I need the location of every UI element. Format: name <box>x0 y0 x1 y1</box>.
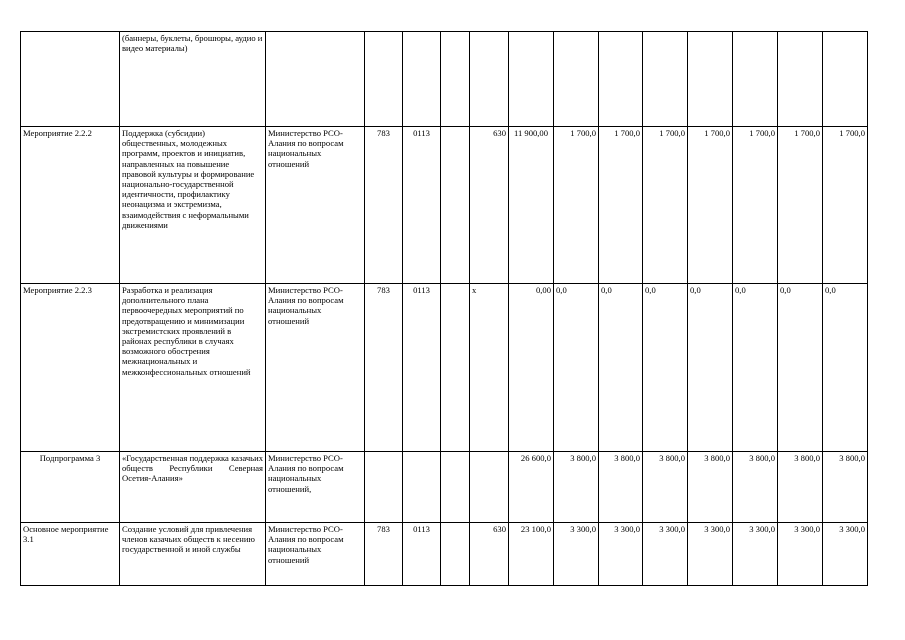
row-year-value: 3 800,0 <box>778 452 823 523</box>
table-row <box>21 127 868 284</box>
row-vr <box>470 32 509 127</box>
row-year-value: 1 700,0 <box>554 127 599 284</box>
row-year-value: 0,0 <box>554 284 599 452</box>
budget-table <box>20 31 868 586</box>
row-year-value: 3 800,0 <box>599 452 643 523</box>
row-csr <box>441 523 470 586</box>
row-year-value <box>778 32 823 127</box>
row-grbs <box>365 32 403 127</box>
row-csr <box>441 32 470 127</box>
row-year-value: 3 300,0 <box>778 523 823 586</box>
row-year-value <box>823 32 868 127</box>
row-description: Разработка и реализация дополнительного плана первоочередных мероприятий по предотвращению и минимизации экстремистских проявлений в районах республики в случаях возможного обострения межнациональных и межконфессиональных отношений <box>120 284 266 452</box>
row-name: Подпрограмма 3 <box>21 452 120 523</box>
row-year-value: 3 300,0 <box>823 523 868 586</box>
table-row <box>21 32 868 127</box>
row-year-value <box>733 32 778 127</box>
row-description: (баннеры, буклеты, брошюры, аудио и видео материалы) <box>120 32 266 127</box>
table-row <box>21 452 868 523</box>
row-year-value <box>688 32 733 127</box>
row-description: Создание условий для привлечения членов казачьих обществ к несению государственной и иной службы <box>120 523 266 586</box>
row-year-value: 1 700,0 <box>599 127 643 284</box>
row-year-value: 3 300,0 <box>643 523 688 586</box>
row-rzpr <box>403 452 441 523</box>
row-vr <box>470 452 509 523</box>
row-year-value: 0,0 <box>778 284 823 452</box>
row-csr <box>441 284 470 452</box>
row-grbs: 783 <box>365 523 403 586</box>
row-year-value <box>554 32 599 127</box>
row-grbs: 783 <box>365 284 403 452</box>
row-rzpr <box>403 32 441 127</box>
table-row <box>21 523 868 586</box>
row-executor: Министерство РСО-Алания по вопросам национальных отношений <box>266 523 365 586</box>
row-description: «Государственная поддержка казачьих обществ Республики Северная Осетия-Алания» <box>120 452 266 523</box>
row-year-value: 1 700,0 <box>823 127 868 284</box>
row-csr <box>441 127 470 284</box>
row-csr <box>441 452 470 523</box>
row-vr: 630 <box>470 127 509 284</box>
row-year-value: 3 300,0 <box>599 523 643 586</box>
row-year-value <box>643 32 688 127</box>
row-grbs: 783 <box>365 127 403 284</box>
row-rzpr: 0113 <box>403 523 441 586</box>
row-year-value: 0,0 <box>643 284 688 452</box>
row-total: 0,00 <box>509 284 554 452</box>
row-executor: Министерство РСО-Алания по вопросам национальных отношений <box>266 127 365 284</box>
row-vr: х <box>470 284 509 452</box>
row-rzpr: 0113 <box>403 127 441 284</box>
row-year-value: 3 300,0 <box>733 523 778 586</box>
row-year-value: 1 700,0 <box>733 127 778 284</box>
row-name: Мероприятие 2.2.2 <box>21 127 120 284</box>
row-year-value: 3 300,0 <box>554 523 599 586</box>
row-vr: 630 <box>470 523 509 586</box>
row-executor <box>266 32 365 127</box>
row-executor: Министерство РСО-Алания по вопросам национальных отношений, <box>266 452 365 523</box>
row-rzpr: 0113 <box>403 284 441 452</box>
row-executor: Министерство РСО-Алания по вопросам национальных отношений <box>266 284 365 452</box>
row-total: 11 900,00 <box>509 127 554 284</box>
row-year-value: 3 800,0 <box>643 452 688 523</box>
row-year-value: 1 700,0 <box>778 127 823 284</box>
row-grbs <box>365 452 403 523</box>
row-year-value: 3 800,0 <box>554 452 599 523</box>
row-year-value: 3 300,0 <box>688 523 733 586</box>
row-year-value: 1 700,0 <box>643 127 688 284</box>
table-row <box>21 284 868 452</box>
row-name <box>21 32 120 127</box>
row-description: Поддержка (субсидии) общественных, молодежных программ, проектов и инициатив, направленных на повышение правовой культуры и формирование национально-государственной идентичности, профилактику неонацизма и экстремизма, взаимодействия с неформальными движениями <box>120 127 266 284</box>
row-year-value: 0,0 <box>599 284 643 452</box>
row-name: Основное мероприятие 3.1 <box>21 523 120 586</box>
row-year-value: 0,0 <box>733 284 778 452</box>
row-total: 26 600,0 <box>509 452 554 523</box>
row-total: 23 100,0 <box>509 523 554 586</box>
row-year-value: 3 800,0 <box>823 452 868 523</box>
row-year-value <box>599 32 643 127</box>
row-year-value: 3 800,0 <box>733 452 778 523</box>
row-year-value: 3 800,0 <box>688 452 733 523</box>
row-year-value: 1 700,0 <box>688 127 733 284</box>
row-year-value: 0,0 <box>688 284 733 452</box>
row-year-value: 0,0 <box>823 284 868 452</box>
row-name: Мероприятие 2.2.3 <box>21 284 120 452</box>
row-total <box>509 32 554 127</box>
